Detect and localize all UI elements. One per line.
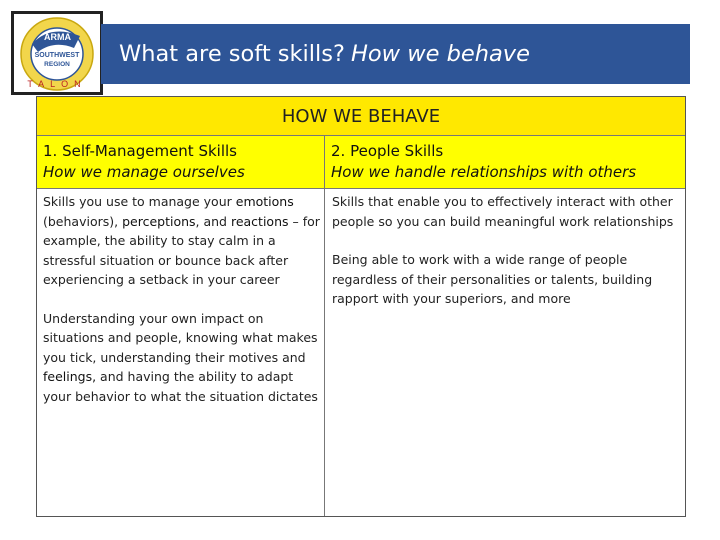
slide-title-italic: How we behave (350, 41, 530, 67)
logo-line1: SOUTHWEST (34, 52, 80, 59)
talon-logo-graphic (14, 14, 100, 92)
slide-title-bar (101, 24, 690, 84)
slide-title: What are soft skills? (119, 41, 345, 67)
people-skills-subheading: How we handle relationships with others (331, 163, 637, 181)
logo-top-text: ARMA (44, 32, 71, 42)
logo-line2: REGION (44, 61, 70, 68)
people-skills-paragraph-2: Being able to work with a wide range of people regardless of their personalities or talents, building rapport with your superiors, and more (332, 252, 653, 306)
self-management-heading: 1. Self-Management Skills (43, 142, 237, 160)
self-management-paragraph-2: Understanding your own impact on situations and people, knowing what makes you tick, understanding their motives and feelings, and having the ability to adapt your behavior to what the situation dictates (43, 310, 318, 404)
table-header-text: HOW WE BEHAVE (281, 105, 441, 127)
column-heading-people-skills (325, 136, 685, 188)
logo-ring-text: TALON (27, 79, 87, 89)
column-divider (324, 136, 325, 516)
self-management-paragraph-1: Skills you use to manage your emotions (behaviors), perceptions, and reactions – for example, the ability to stay calm in a stressful situation or bounce back after experiencing a setback in your career (43, 194, 320, 287)
behave-table (36, 96, 686, 517)
people-skills-body (332, 192, 677, 328)
talon-logo (11, 11, 103, 95)
people-skills-paragraph-1: Skills that enable you to effectively interact with other people so you can build meaningful work relationships (332, 194, 674, 229)
people-skills-heading: 2. People Skills (331, 142, 444, 160)
self-management-subheading: How we manage ourselves (43, 163, 245, 181)
self-management-body (43, 192, 321, 425)
column-heading-row (37, 136, 685, 189)
table-header (37, 97, 685, 136)
column-heading-self-management (37, 136, 324, 188)
